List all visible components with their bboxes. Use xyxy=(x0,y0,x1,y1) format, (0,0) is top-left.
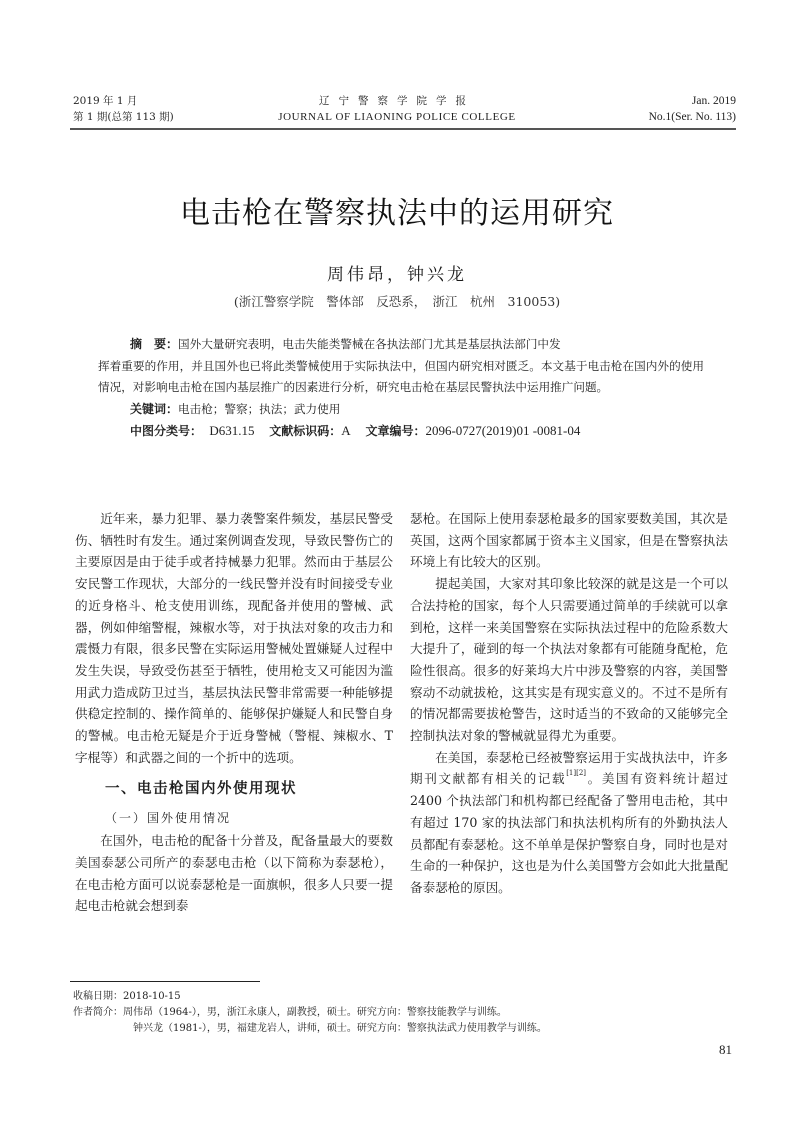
citation-ref[interactable]: [1][2] xyxy=(566,769,587,778)
paragraph-continued: 瑟枪。在国际上使用泰瑟枪最多的国家要数美国，其次是英国，这两个国家都属于资本主义国家，但是在警察执法环境上有比较大的区别。 xyxy=(410,511,728,570)
author-bio-1 xyxy=(73,1005,547,1021)
paragraph-intro: 近年来，暴力犯罪、暴力袭警案件频发，基层民警受伤、牺牲时有发生。通过案例调查发现，导致民警伤亡的主要原因是由于徒手或者持械暴力犯罪。然而由于基层公安民警工作现状，大部分的一线民警并没有时间接受专业的近身格斗、枪支使用训练，现配备并使用的警械、武器，例如伸缩警棍，辣椒水等，对于执法对象的攻击力和震慑力有限，很多民警在实际运用警械处置嫌疑人过程中发生失误，导致受伤甚至于牺牲，使用枪支又可能因为滥用武力造成防卫过当，基层执法民警非常需要一种能够提供稳定控制的、操作简单的、能够保护嫌疑人和民警自身的警械。电击枪无疑是介于近身警械（警棍、辣椒水、T 字棍等）和武器之间的一个折中的选项。 xyxy=(75,511,393,765)
paragraph-taser-usa xyxy=(410,747,728,899)
keywords-line xyxy=(98,399,704,421)
footnote-rule xyxy=(70,981,260,982)
header-date-cn: 2019 年 1 月 xyxy=(73,95,138,107)
section-heading: 一、电击枪国内外使用现状 xyxy=(105,781,297,798)
article-no-label: 文章编号： xyxy=(365,424,426,438)
article-authors: 周伟昂，钟兴龙 xyxy=(327,265,467,285)
abstract-label: 摘 要： xyxy=(130,337,179,351)
bio-text-1: 周伟昂（1964-），男，浙江永康人，副教授，硕士。研究方向：警察技能教学与训练。 xyxy=(123,1007,507,1018)
header-issue-en: No.1(Ser. No. 113) xyxy=(648,111,736,123)
footnote-block xyxy=(73,989,547,1037)
bio-label: 作者简介： xyxy=(73,1007,123,1018)
header-date-en: Jan. 2019 xyxy=(691,95,736,107)
clc-number: D631.15 xyxy=(209,423,255,438)
abstract-text-rest: 挥着重要的作用，并且国外也已将此类警械使用于实际执法中，但国内研究相对匮乏。本文基于电击枪在国内外的使用情况，对影响电击枪在国内基层推广的因素进行分析，研究电击枪在基层民警执法中运用推广问题。 xyxy=(98,358,704,394)
running-header-right xyxy=(649,93,736,125)
classification-line xyxy=(98,420,704,443)
header-rule xyxy=(70,128,736,130)
doc-code-label: 文献标识码： xyxy=(269,424,342,438)
abstract-first-line xyxy=(98,334,704,356)
keywords: 电击枪；警察；执法；武力使用 xyxy=(178,401,341,416)
author-affiliation: (浙江警察学院 警体部 反恐系， 浙江 杭州 310053) xyxy=(233,294,561,309)
article-number: 2096-0727(2019)01 -0081-04 xyxy=(425,423,581,438)
body-column-left xyxy=(75,508,393,917)
paragraph-foreign-use: 在国外，电击枪的配备十分普及，配备量最大的要数美国泰瑟公司所产的泰瑟电击枪（以下简称为泰瑟枪），在电击枪方面可以说泰瑟枪是一面旗帜，很多人只要一提起电击枪就会想到泰 xyxy=(75,833,393,914)
journal-name-en: JOURNAL OF LIAONING POLICE COLLEGE xyxy=(278,111,516,123)
subsection-heading: （一）国外使用情况 xyxy=(105,811,232,826)
page-number: 81 xyxy=(719,1042,732,1057)
paragraph-taser-usa-a: 在美国，泰瑟枪已经被警察运用于实战执法中，许多期刊文献都有相关的记载 xyxy=(410,749,728,787)
keywords-label: 关键词： xyxy=(130,401,179,416)
author-bio-2: 钟兴龙（1981-），男，福建龙岩人，讲师，硕士。研究方向：警察执法武力使用教学与训练。 xyxy=(133,1023,547,1034)
paragraph-usa: 提起美国，大家对其印象比较深的就是这是一个可以合法持枪的国家，每个人只需要通过简单的手续就可以拿到枪，这样一来美国警察在实际执法过程中的危险系数大大提升了，碰到的每一个执法对象都有可能随身配枪，危险性很高。很多的好莱坞大片中涉及警察的内容，美国警察动不动就拔枪，这其实是有现实意义的。不过不是所有的情况都需要拔枪警告，这时适当的不致命的又能够完全控制执法对象的警械就显得尤为重要。 xyxy=(410,576,728,744)
article-title: 电击枪在警察执法中的运用研究 xyxy=(180,196,614,231)
clc-label: 中图分类号： xyxy=(130,424,203,438)
received-date: 收稿日期：2018-10-15 xyxy=(73,991,181,1002)
body-column-right xyxy=(410,508,728,899)
paragraph-taser-usa-b: 。美国有资料统计超过 2400 个执法部门和机构都已经配备了警用电击枪，其中有超过 170 家的执法部门和执法机构所有的外勤执法人员都配有泰瑟枪。这不单单是保护警察自身，同时也是对生命的一种保护，这也是为什么美国警方会如此大批量配备泰瑟枪的原因。 xyxy=(410,771,729,895)
abstract-text-start: 国外大量研究表明，电击失能类警械在各执法部门尤其是基层执法部门中发 xyxy=(178,337,561,351)
doc-code: A xyxy=(341,423,351,438)
header-issue-cn: 第 1 期(总第 113 期) xyxy=(73,111,174,123)
journal-name-cn: 辽宁警察学院学报 xyxy=(319,95,475,107)
abstract-block xyxy=(98,334,704,443)
